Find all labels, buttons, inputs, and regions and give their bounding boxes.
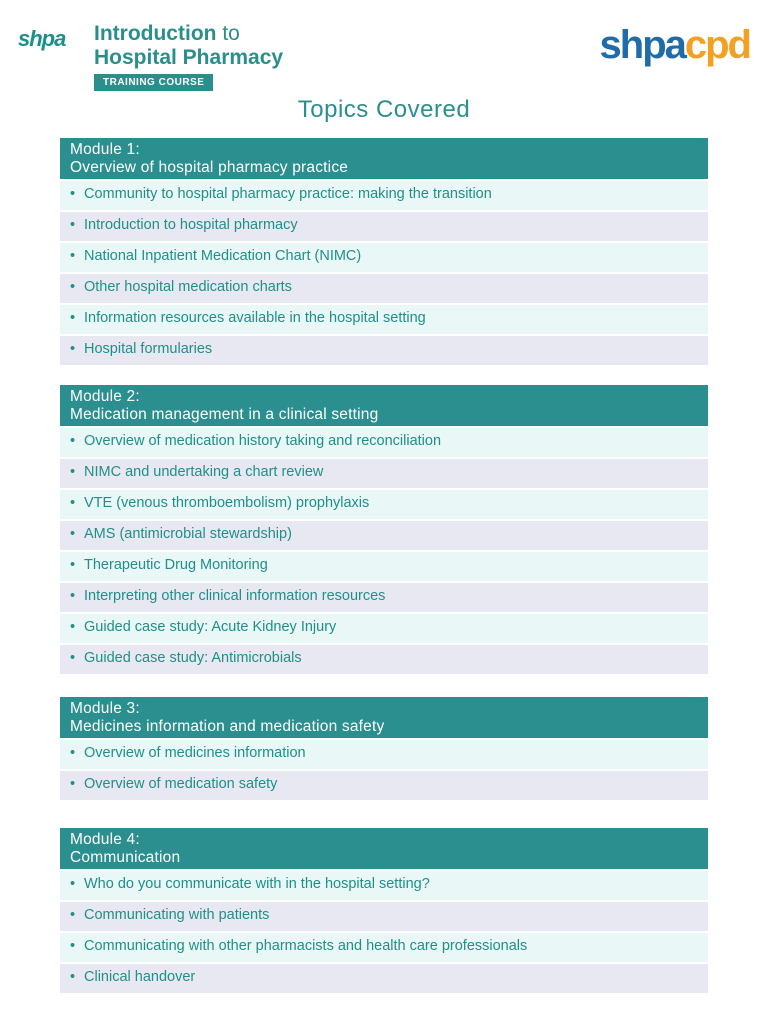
topic-item — [60, 521, 708, 550]
topic-item — [60, 490, 708, 519]
topic-text: Hospital formularies — [84, 341, 213, 357]
topic-text: NIMC and undertaking a chart review — [84, 464, 324, 480]
module-header — [60, 697, 708, 738]
topic-item — [60, 428, 708, 457]
topic-text: Overview of medicines information — [84, 745, 306, 761]
module-section — [60, 385, 708, 674]
topic-item — [60, 243, 708, 272]
topic-text: Communicating with patients — [84, 907, 270, 923]
topic-text: Who do you communicate with in the hospital setting? — [84, 876, 430, 892]
shpacpd-logo-part1: shpa — [599, 23, 685, 67]
bullet-icon: • — [70, 433, 76, 449]
topic-item — [60, 212, 708, 241]
topic-text: Overview of medication safety — [84, 776, 278, 792]
topic-item — [60, 274, 708, 303]
topic-item — [60, 305, 708, 334]
bullet-icon: • — [70, 186, 76, 202]
bullet-icon: • — [70, 526, 76, 542]
bullet-icon: • — [70, 938, 76, 954]
bullet-icon: • — [70, 619, 76, 635]
topic-text: Communicating with other pharmacists and health care professionals — [84, 938, 528, 954]
topic-text: Clinical handover — [84, 969, 196, 985]
topic-text: VTE (venous thromboembolism) prophylaxis — [84, 495, 370, 511]
topic-item — [60, 336, 708, 365]
topic-item — [60, 645, 708, 674]
bullet-icon: • — [70, 557, 76, 573]
topic-item — [60, 740, 708, 769]
topic-item — [60, 459, 708, 488]
topic-item — [60, 771, 708, 800]
training-course-badge: TRAINING COURSE — [94, 74, 213, 91]
topic-text: Interpreting other clinical information resources — [84, 588, 386, 604]
topic-text: Community to hospital pharmacy practice: making the transition — [84, 186, 492, 202]
topic-text: Guided case study: Antimicrobials — [84, 650, 302, 666]
bullet-icon: • — [70, 969, 76, 985]
shpacpd-logo-part2: cpd — [684, 23, 750, 67]
topic-text: Information resources available in the hospital setting — [84, 310, 426, 326]
topic-text: Other hospital medication charts — [84, 279, 292, 295]
course-title-to: to — [222, 22, 240, 45]
module-title: Medicines information and medication safety — [70, 718, 385, 735]
course-title-word: Introduction — [94, 22, 217, 45]
bullet-icon: • — [70, 341, 76, 357]
topic-item — [60, 552, 708, 581]
topic-item — [60, 964, 708, 993]
bullet-icon: • — [70, 217, 76, 233]
topic-text: Therapeutic Drug Monitoring — [84, 557, 268, 573]
bullet-icon: • — [70, 876, 76, 892]
course-title-line1 — [94, 22, 240, 46]
bullet-icon: • — [70, 464, 76, 480]
module-section — [60, 138, 708, 365]
topic-text: AMS (antimicrobial stewardship) — [84, 526, 292, 542]
bullet-icon: • — [70, 745, 76, 761]
module-section — [60, 697, 708, 800]
module-title: Overview of hospital pharmacy practice — [70, 159, 349, 176]
module-number: Module 1: — [70, 141, 140, 158]
bullet-icon: • — [70, 776, 76, 792]
topic-text: National Inpatient Medication Chart (NIMC) — [84, 248, 362, 264]
module-header — [60, 138, 708, 179]
module-number: Module 3: — [70, 700, 140, 717]
topic-item — [60, 871, 708, 900]
module-header — [60, 385, 708, 426]
module-number: Module 4: — [70, 831, 140, 848]
topic-item — [60, 933, 708, 962]
topic-item — [60, 583, 708, 612]
shpacpd-logo — [600, 24, 750, 66]
bullet-icon: • — [70, 310, 76, 326]
shpa-brand-text: shpa — [18, 26, 66, 51]
bullet-icon: • — [70, 495, 76, 511]
bullet-icon: • — [70, 650, 76, 666]
topic-item — [60, 902, 708, 931]
course-logo — [18, 20, 338, 90]
topic-text: Guided case study: Acute Kidney Injury — [84, 619, 337, 635]
module-header — [60, 828, 708, 869]
topic-item — [60, 181, 708, 210]
page-title: Topics Covered — [297, 96, 471, 123]
module-title: Medication management in a clinical setting — [70, 406, 379, 423]
module-number: Module 2: — [70, 388, 140, 405]
topic-item — [60, 614, 708, 643]
module-section — [60, 828, 708, 993]
bullet-icon: • — [70, 279, 76, 295]
course-title-line2: Hospital Pharmacy — [94, 46, 284, 69]
topic-text: Introduction to hospital pharmacy — [84, 217, 298, 233]
bullet-icon: • — [70, 588, 76, 604]
bullet-icon: • — [70, 248, 76, 264]
bullet-icon: • — [70, 907, 76, 923]
module-title: Communication — [70, 849, 181, 866]
topic-text: Overview of medication history taking and reconciliation — [84, 433, 442, 449]
